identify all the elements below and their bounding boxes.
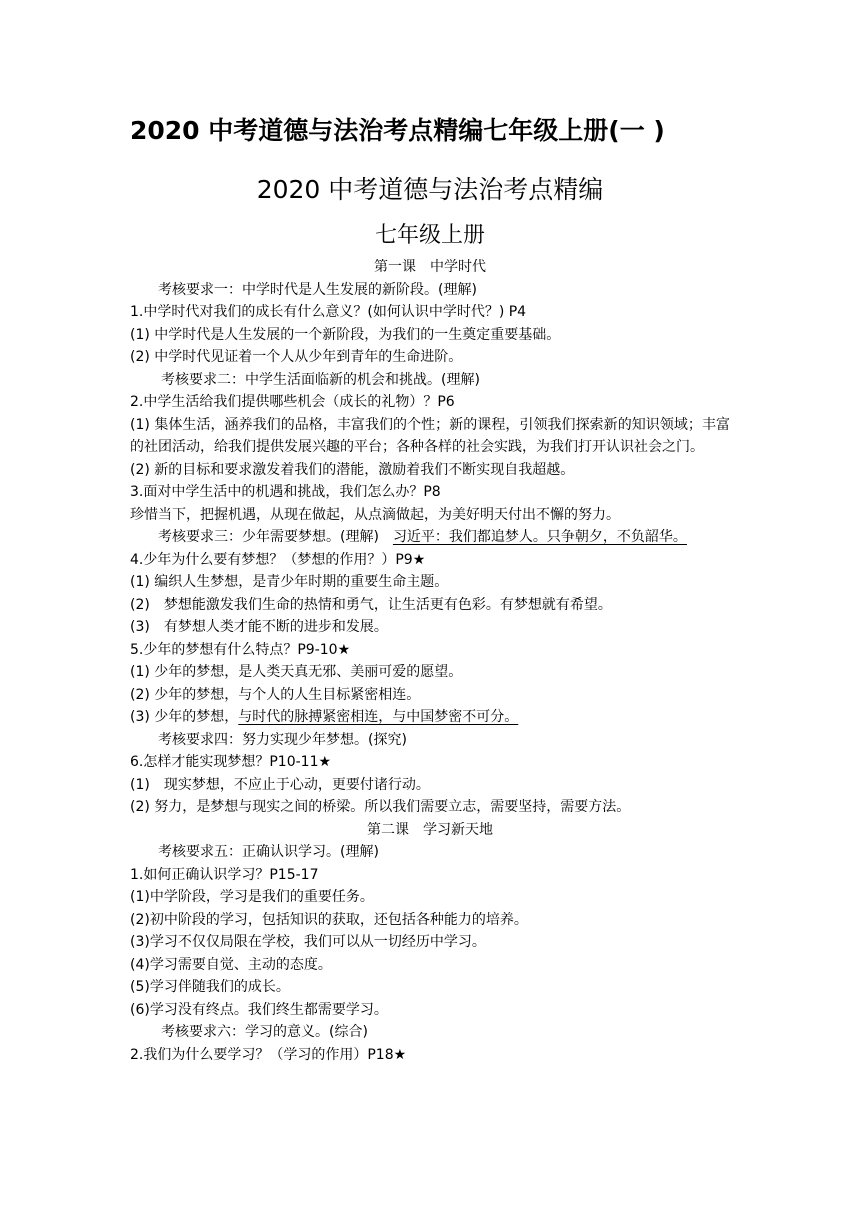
question-line: 2.我们为什么要学习？（学习的作用）P18★: [130, 1046, 407, 1063]
requirement-line: [130, 526, 730, 549]
requirement-line: 考核要求五：正确认识学习。(理解): [158, 844, 379, 860]
document-title: 2020 中考道德与法治考点精编七年级上册(一 ): [130, 116, 665, 145]
answer-line: [130, 706, 730, 729]
answer-line: (1) 现实梦想，不应止于心动，更要付诸行动。: [130, 776, 430, 793]
question-line: 5.少年的梦想有什么特点？P9-10★: [130, 641, 351, 658]
requirement-line: 考核要求一：中学时代是人生发展的新阶段。(理解): [158, 281, 477, 298]
question-line: 2.中学生活给我们提供哪些机会（成长的礼物）？P6: [130, 394, 455, 410]
lesson-heading: 第一课 中学时代: [374, 259, 486, 275]
answer-line: (1)中学阶段，学习是我们的重要任务。: [130, 889, 374, 905]
document-subtitle: 2020 中考道德与法治考点精编: [256, 175, 604, 204]
answer-line: (3) 有梦想人类才能不断的进步和发展。: [130, 619, 388, 635]
requirement-line: 考核要求四：努力实现少年梦想。(探究): [158, 731, 407, 748]
answer-line: (2) 新的目标和要求激发着我们的潜能，激励着我们不断实现自我超越。: [130, 461, 575, 478]
underlined-quote: 习近平：我们都追梦人。只争朝夕，不负韶华。: [392, 529, 687, 545]
answer-text: (3) 少年的梦想，: [130, 709, 239, 725]
question-line: 1.如何正确认识学习？P15-17: [130, 866, 319, 883]
answer-line: (2) 努力，是梦想与现实之间的桥梁。所以我们需要立志，需要坚持，需要方法。: [130, 799, 631, 815]
grade-title: 七年级上册: [374, 223, 485, 248]
question-line: 3.面对中学生活中的机遇和挑战，我们怎么办？P8: [130, 484, 441, 500]
answer-line: (2) 中学时代见证着一个人从少年到青年的生命进阶。: [130, 349, 463, 365]
answer-paragraph: (1) 集体生活，涵养我们的品格，丰富我们的个性；新的课程，引领我们探索新的知识领域；丰富的社团活动，给我们提供发展兴趣的平台；各种各样的社会实践，为我们打开认识社会之门。: [130, 416, 730, 455]
answer-line: (3)学习不仅仅局限在学校，我们可以从一切经历中学习。: [130, 934, 486, 950]
underlined-text: 与时代的脉搏紧密相连，与中国梦密不可分。: [238, 709, 519, 725]
answer-line: (1) 编织人生梦想，是青少年时期的重要生命主题。: [130, 574, 449, 590]
answer-line: (2) 梦想能激发我们生命的热情和勇气，让生活更有色彩。有梦想就有希望。: [130, 596, 612, 613]
answer-line: (6)学习没有终点。我们终生都需要学习。: [130, 1001, 388, 1018]
answer-line: (2)初中阶段的学习，包括知识的获取，还包括各种能力的培养。: [130, 911, 528, 928]
lesson-heading: 第二课 学习新天地: [367, 821, 493, 838]
question-line: 4.少年为什么要有梦想？（梦想的作用？）P9★: [130, 551, 426, 568]
document-body: [130, 256, 730, 1066]
requirement-line: 考核要求二：中学生活面临新的机会和挑战。(理解): [161, 371, 480, 388]
question-line: 1.中学时代对我们的成长有什么意义？(如何认识中学时代？) P4: [130, 304, 527, 320]
requirement-text: 考核要求三：少年需要梦想。(理解): [158, 529, 379, 545]
answer-line: (1) 中学时代是人生发展的一个新阶段，为我们的一生奠定重要基础。: [130, 326, 561, 343]
requirement-line: 考核要求六：学习的意义。(综合): [161, 1024, 368, 1040]
answer-line: (4)学习需要自觉、主动的态度。: [130, 956, 332, 973]
answer-line: (2) 少年的梦想，与个人的人生目标紧密相连。: [130, 686, 421, 703]
answer-line: (1) 少年的梦想，是人类天真无邪、美丽可爱的愿望。: [130, 664, 463, 680]
answer-line: 珍惜当下，把握机遇，从现在做起，从点滴做起，为美好明天付出不懈的努力。: [130, 506, 620, 523]
question-line: 6.怎样才能实现梦想？P10-11★: [130, 754, 332, 770]
answer-line: (5)学习伴随我们的成长。: [130, 979, 290, 995]
